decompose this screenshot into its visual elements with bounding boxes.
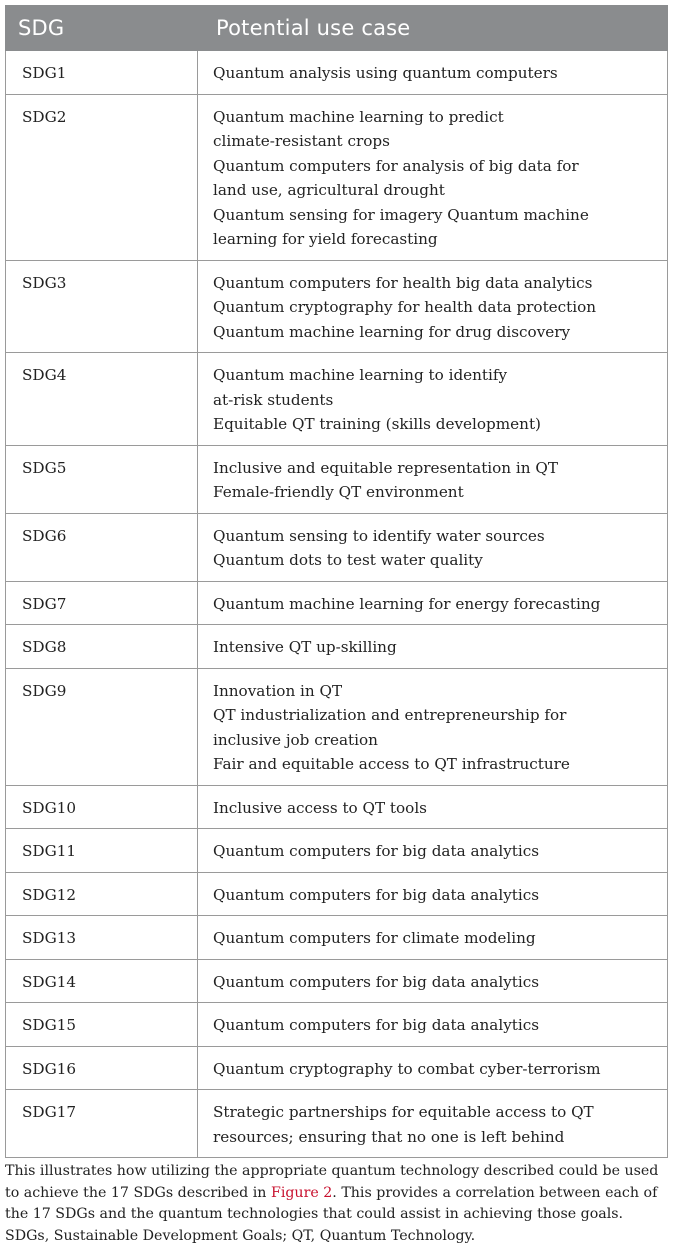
table-row <box>6 353 668 446</box>
use-case-cell <box>198 1090 668 1158</box>
use-case-line: Quantum computers for big data analytics <box>213 842 540 860</box>
footnote-description <box>5 1161 669 1226</box>
use-case-line: resources; ensuring that no one is left behind <box>213 1127 565 1146</box>
use-case-cell <box>198 625 668 669</box>
table-row <box>6 51 668 95</box>
use-case-cell <box>198 668 668 785</box>
use-case-cell <box>198 260 668 353</box>
use-case-line: inclusive job creation <box>213 730 378 749</box>
use-case-line: Strategic partnerships for equitable access to QT <box>213 1103 594 1121</box>
use-case-line: Quantum analysis using quantum computers <box>213 64 558 82</box>
table-row <box>6 581 668 625</box>
table-row <box>6 1046 668 1090</box>
use-case-cell <box>198 581 668 625</box>
sdg-cell: SDG12 <box>6 872 198 916</box>
table-body <box>6 51 668 1158</box>
use-case-line: Quantum computers for big data analytics <box>213 885 540 904</box>
use-case-line: Quantum machine learning for drug discovery <box>213 322 571 341</box>
use-case-line: Inclusive access to QT tools <box>213 798 427 817</box>
use-case-line: Equitable QT training (skills development) <box>213 415 541 433</box>
use-case-line: Fair and equitable access to QT infrastructure <box>213 755 570 773</box>
table-row <box>6 829 668 873</box>
sdg-cell: SDG15 <box>6 1003 198 1047</box>
table-row <box>6 1003 668 1047</box>
use-case-cell <box>198 872 668 916</box>
sdg-cell: SDG6 <box>6 513 198 581</box>
use-case-line: learning for yield forecasting <box>213 230 438 248</box>
use-case-line: Quantum machine learning to identify <box>213 366 508 384</box>
table-row <box>6 513 668 581</box>
sdg-cell: SDG7 <box>6 581 198 625</box>
header-sdg: SDG <box>6 6 198 51</box>
use-case-line: Quantum computers for analysis of big data for <box>213 156 579 175</box>
sdg-cell: SDG8 <box>6 625 198 669</box>
sdg-cell: SDG16 <box>6 1046 198 1090</box>
use-case-line: at-risk students <box>213 390 334 409</box>
table-row <box>6 1090 668 1158</box>
use-case-line: climate-resistant crops <box>213 132 390 150</box>
use-case-cell <box>198 51 668 95</box>
use-case-line: Quantum dots to test water quality <box>213 551 483 569</box>
table-row <box>6 94 668 260</box>
use-case-line: Quantum cryptography for health data protection <box>213 298 597 316</box>
use-case-cell <box>198 1003 668 1047</box>
table-row <box>6 668 668 785</box>
table-row <box>6 916 668 960</box>
table-row <box>6 445 668 513</box>
use-case-line: Innovation in QT <box>213 681 343 700</box>
table-row <box>6 959 668 1003</box>
footnote-text-after-link: . This provides a correlation between each of the 17 SDGs and the quantum technologies that could assist in achieving those goals. <box>5 1184 658 1222</box>
table-row <box>6 872 668 916</box>
use-case-line: Quantum machine learning for energy forecasting <box>213 594 601 613</box>
use-case-line: Intensive QT up-skilling <box>213 638 397 656</box>
use-case-cell <box>198 785 668 829</box>
use-case-line: Inclusive and equitable representation in QT <box>213 458 558 477</box>
use-case-line: Quantum machine learning to predict <box>213 107 504 126</box>
table-row <box>6 625 668 669</box>
use-case-cell <box>198 445 668 513</box>
sdg-cell: SDG17 <box>6 1090 198 1158</box>
use-case-cell <box>198 959 668 1003</box>
use-case-cell <box>198 94 668 260</box>
table-footnote <box>5 1161 669 1247</box>
use-case-line: Quantum computers for big data analytics <box>213 1016 540 1034</box>
table-header-row <box>6 6 668 51</box>
table-row <box>6 260 668 353</box>
use-case-cell <box>198 1046 668 1090</box>
sdg-cell: SDG13 <box>6 916 198 960</box>
sdg-cell: SDG1 <box>6 51 198 95</box>
use-case-line: Quantum computers for big data analytics <box>213 972 540 991</box>
sdg-cell: SDG4 <box>6 353 198 446</box>
use-case-cell <box>198 353 668 446</box>
header-potential-use-case: Potential use case <box>198 6 668 51</box>
use-case-cell <box>198 916 668 960</box>
sdg-cell: SDG11 <box>6 829 198 873</box>
figure-2-link[interactable]: Figure 2 <box>270 1184 333 1201</box>
sdg-use-case-table <box>5 5 668 1158</box>
use-case-line: land use, agricultural drought <box>213 181 445 199</box>
sdg-cell: SDG2 <box>6 94 198 260</box>
use-case-line: Quantum cryptography to combat cyber-terrorism <box>213 1059 601 1078</box>
use-case-line: Quantum sensing for imagery Quantum machine <box>213 205 589 224</box>
sdg-cell: SDG10 <box>6 785 198 829</box>
sdg-cell: SDG3 <box>6 260 198 353</box>
sdg-cell: SDG5 <box>6 445 198 513</box>
use-case-line: Quantum computers for climate modeling <box>213 929 536 947</box>
table-row <box>6 785 668 829</box>
use-case-line: QT industrialization and entrepreneurship for <box>213 706 567 724</box>
footnote-abbreviations: SDGs, Sustainable Development Goals; QT, Quantum Technology. <box>5 1227 476 1244</box>
use-case-line: Quantum computers for health big data analytics <box>213 273 593 292</box>
use-case-cell <box>198 513 668 581</box>
use-case-line: Female-friendly QT environment <box>213 483 464 501</box>
footnote-text-before-link: This illustrates how utilizing the appropriate quantum technology described could be used to achieve the 17 SDGs described in <box>5 1163 659 1201</box>
use-case-cell <box>198 829 668 873</box>
sdg-cell: SDG14 <box>6 959 198 1003</box>
sdg-cell: SDG9 <box>6 668 198 785</box>
use-case-line: Quantum sensing to identify water sources <box>213 526 545 545</box>
